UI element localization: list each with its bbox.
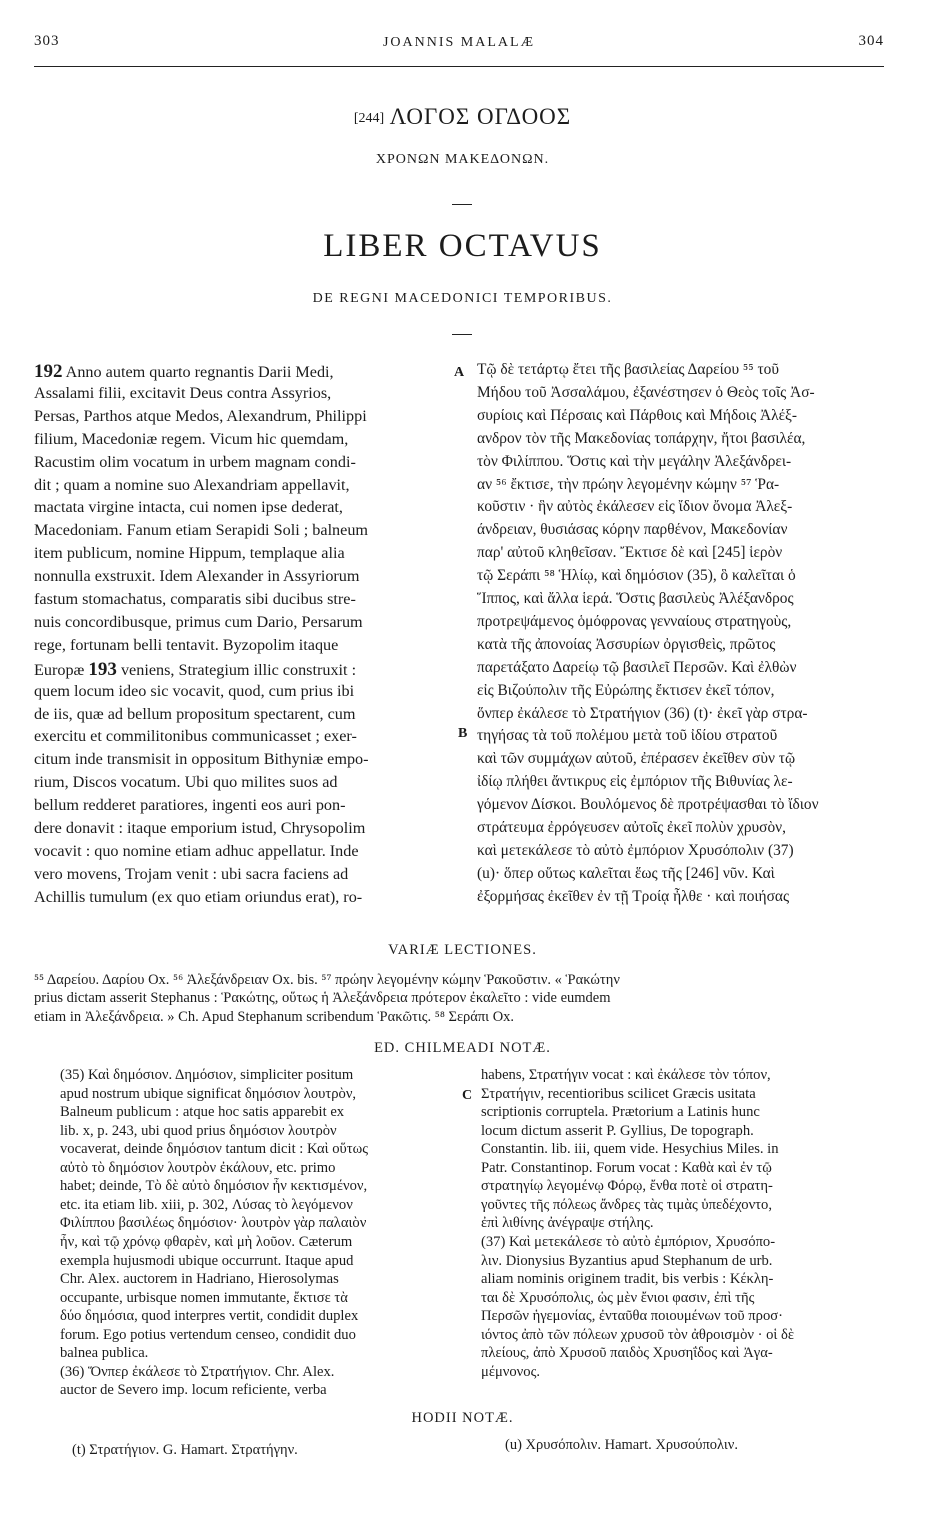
- greek-text-line: ἰδίῳ πλήθει ἄντικρυς εἰς ἐμπόριον τῆς Βιθυνίας λε-: [477, 773, 793, 791]
- chilmead-note-line: λιν. Dionysius Byzantius apud Stephanum de urb.: [481, 1252, 773, 1269]
- chilmead-note-line: habet; deinde, Τὸ δὲ αὐτὸ δημόσιον ἦν κεκτισμένον,: [60, 1178, 368, 1195]
- chilmead-note-line: (35) Καὶ δημόσιον. Δημόσιον, simpliciter positum: [60, 1067, 354, 1083]
- latin-text-line: nonnulla exstruxit. Idem Alexander in Assyriorum: [34, 567, 360, 586]
- chilmead-note-line: (36) Ὅνπερ ἐκάλεσε τὸ Στρατήγιον. Chr. Alex.: [60, 1363, 335, 1380]
- greek-text-line: τηγήσας τὰ τοῦ πολέμου μετὰ τοῦ ἰδίου στρατοῦ: [477, 727, 778, 745]
- latin-text-line: rium, Discos vocatum. Ubi quo milites suos ad: [34, 773, 338, 792]
- latin-text-line: rege, fortunam belli tentavit. Byzopolim itaque: [34, 635, 339, 654]
- chilmead-note-line: μέμνονος.: [481, 1363, 540, 1380]
- section-number: 192: [34, 361, 63, 382]
- latin-book-title: LIBER OCTAVUS: [323, 228, 602, 264]
- chilmead-note-line: locum dictum asserit P. Gyllius, De topograph.: [481, 1122, 754, 1139]
- greek-text-line: συρίοις καὶ Πέρσαις καὶ Πάρθοις καὶ Μήδοις Ἀλέξ-: [477, 406, 798, 424]
- running-head: JOANNIS MALALÆ: [382, 35, 536, 50]
- latin-text-line: dit ; quam a nomine suo Alexandriam appellavit,: [34, 475, 350, 494]
- greek-text-line: ὅνπερ ἐκάλεσε τὸ Στρατήγιον (36) (t)· ἐκεῖ γὰρ στρα-: [477, 704, 808, 722]
- chilmead-note-line: γοῦντες τῆς πόλεως ἄνδρες τὰς τιμὰς ὑπεδέχοντο,: [481, 1196, 772, 1213]
- latin-text-line: Macedoniam. Fanum etiam Serapidi Soli ; balneum: [34, 521, 369, 540]
- chilmead-note-line: δύο δημόσια, quod interpres vertit, condidit duplex: [60, 1308, 359, 1325]
- chilmead-note-line: scriptionis corruptela. Prætorium a Latinis hunc: [481, 1104, 760, 1121]
- latin-text-line: 192 Anno autem quarto regnantis Darii Medi,: [34, 361, 334, 382]
- greek-book-subtitle: ΧΡΟΝΩΝ ΜΑΚΕΔΟΝΩΝ.: [375, 152, 550, 167]
- greek-text-line: άνδρειαν, θυσιάσας κόρην παρθένον, Μακεδονίαν: [477, 521, 788, 539]
- greek-text-line: καὶ τῶν συμμάχων αὐτοῦ, ἐπέρασεν ἐκεῖθεν σὺν τῷ: [477, 750, 796, 768]
- latin-text-line: mactata virgine intacta, cui nomen ipse dederat,: [34, 498, 343, 517]
- chilmead-note-line: vocaverat, deinde δημόσιον tantum dicit : Καὶ οὕτως: [60, 1141, 368, 1158]
- chilmead-note-line: balnea publica.: [60, 1345, 149, 1362]
- greek-text-line: κοῦστιν · ἣν αὐτὸς ἐκάλεσεν εἰς ἴδιον ὄνομα Ἀλεξ-: [477, 498, 793, 516]
- greek-text-line: καὶ μετεκάλεσε τὸ αὐτὸ ἐμπόριον Χρυσόπολιν (37): [477, 841, 794, 859]
- chilmead-note-line: etc. ita etiam lib. xiii, p. 302, Λύσας τὸ λεγόμενον: [60, 1196, 353, 1213]
- greek-text-line: στράτευμα ἐρρόγευσεν αὐτοῖς ἐκεῖ πολὺν χρυσὸν,: [477, 819, 786, 836]
- greek-text-line: εἰς Βιζούπολιν τῆς Εὐρώπης ἔκτισεν ἐκεῖ τόπον,: [477, 681, 775, 699]
- header-rule: [34, 66, 884, 67]
- greek-text-line: γόμενον Δίσκοι. Βουλόμενος δὲ προτρέψασθαι τὸ ἴδιον: [477, 796, 819, 814]
- greek-text-line: παρ' αὐτοῦ κληθεῖσαν. Ἔκτισε δὲ καὶ [245] ἱερὸν: [477, 544, 783, 562]
- title-dash-2: [452, 334, 472, 335]
- title-dash-1: [452, 204, 472, 205]
- latin-text-line: Assalami filii, excitavit Deus contra Assyrios,: [34, 383, 332, 402]
- greek-text-line: Τῷ δὲ τετάρτῳ ἔτει τῆς βασιλείας Δαρείου ⁵⁵ τοῦ: [477, 361, 779, 378]
- latin-text-line: Achillis tumulum (ex quo etiam oriundus erat), ro-: [34, 887, 363, 906]
- page-number-left: 303: [34, 33, 60, 49]
- greek-book-title: [0, 104, 925, 130]
- chilmead-note-line: lib. x, p. 243, ubi quod prius δημόσιον λουτρὸν: [60, 1122, 337, 1139]
- chilmead-note-line: Patr. Constantinop. Forum vocat : Καθὰ καὶ ἐν τῷ: [481, 1159, 772, 1176]
- chilmead-notes-heading: ED. CHILMEADI NOTÆ.: [374, 1040, 551, 1056]
- chilmead-note-line: occupante, urbisque nomen immutante, ἔκτισε τὰ: [60, 1289, 348, 1306]
- chilmead-note-line: habens, Στρατήγιν vocat : καὶ ἐκάλεσε τὸν τόπον,: [481, 1067, 771, 1083]
- hodii-notes-heading: HODII NOTÆ.: [411, 1410, 514, 1426]
- page-number-right: 304: [858, 33, 884, 49]
- latin-book-subtitle: DE REGNI MACEDONICI TEMPORIBUS.: [312, 291, 613, 306]
- latin-text-line: fastum stomachatus, comparatis sibi ducibus stre-: [34, 590, 356, 608]
- greek-title-page-ref: [244]: [353, 111, 385, 126]
- greek-text-line: ἐξορμήσας ἐκεῖθεν ἐν τῇ Τροίᾳ ἦλθε · καὶ ποιήσας: [477, 887, 790, 905]
- chilmead-note-line: Constantin. lib. iii, quem vide. Hesychius Miles. in: [481, 1141, 779, 1158]
- greek-text-line: προτρεψάμενος ὁμόφρονας γενναίους στρατηγοὺς,: [477, 612, 792, 630]
- greek-text-line: τὸν Φιλίππου. Ὅστις καὶ τὴν μεγάλην Ἀλεξάνδρει-: [477, 452, 792, 470]
- greek-text-line: ανδρον τὸν τῆς Μακεδονίας τοπάρχην, ἤτοι βασιλέα,: [477, 429, 806, 447]
- greek-text-line: (u)· ὅπερ οὕτως καλεῖται ἕως τῆς [246] νῦν. Καὶ: [477, 864, 775, 882]
- chilmead-note-line: exempla hujusmodi ubique occurrunt. Itaque apud: [60, 1252, 354, 1269]
- chilmead-note-line: στρατηγίῳ λεγομένῳ Φόρῳ, ἔνθα ποτὲ οἱ στρατη-: [481, 1178, 773, 1195]
- latin-text-line: vero movens, Trojam venit : ubi sacra faciens ad: [34, 864, 349, 883]
- latin-text-line: Racustim olim vocatum in urbem magnam condi-: [34, 452, 356, 471]
- latin-text-line: bellum redderet paratiores, ingenti eos auri pon-: [34, 796, 346, 815]
- latin-text-line: item publicum, nomine Hippum, templaque alia: [34, 544, 345, 563]
- hodii-note-u: (u) Χρυσόπολιν. Hamart. Χρυσούπολιν.: [505, 1437, 738, 1453]
- greek-text-line: παρετάξατο Δαρείῳ τῷ βασιλεῖ Περσῶν. Καὶ ἐλθὼν: [477, 658, 797, 676]
- latin-text-line: de iis, quæ ad bellum propositum spectarent, cum: [34, 704, 356, 723]
- chilmead-note-line: Φιλίππου βασιλέως δημόσιον· λουτρὸν γὰρ παλαιὸν: [60, 1215, 367, 1232]
- chilmead-note-line: ται δὲ Χρυσόπολις, ὡς μὲν ἔνιοι φασιν, ἐπὶ τῆς: [481, 1289, 755, 1306]
- hodii-note-t: (t) Στρατήγιον. G. Hamart. Στρατήγην.: [72, 1442, 298, 1458]
- chilmead-note-line: (37) Καὶ μετεκάλεσε τὸ αὐτὸ ἐμπόριον, Χρυσόπο-: [481, 1233, 776, 1250]
- chilmead-note-line: apud nostrum ubique significat δημόσιον λουτρὸν,: [60, 1085, 357, 1102]
- chilmead-note-line: ἦν, καὶ τῷ χρόνῳ φθαρὲν, καὶ μὴ λοῦον. Cæterum: [60, 1233, 353, 1250]
- greek-text-line: αν ⁵⁶ ἔκτισε, τὴν πρώην λεγομένην κώμην ⁵⁷ Ῥα-: [477, 475, 780, 493]
- greek-text-line: τῷ Σεράπι ⁵⁸ Ἡλίῳ, καὶ δημόσιον (35), ὃ καλεῖται ὁ: [477, 567, 796, 585]
- margin-marker-b: B: [458, 726, 468, 741]
- chilmead-note-line: auctor de Severo imp. locum reficiente, verba: [60, 1382, 327, 1399]
- chilmead-note-line: Balneum publicum : atque hoc satis apparebit ex: [60, 1104, 345, 1121]
- greek-text-line: κατὰ τῆς ἀπονοίας Ἀσσυρίων ὀργισθεὶς, πρῶτος: [477, 635, 776, 653]
- variae-lectiones-heading: VARIÆ LECTIONES.: [388, 942, 537, 958]
- chilmead-note-line: αὐτὸ τὸ δημόσιον λουτρὸν ἐκάλουν, etc. primo: [60, 1159, 336, 1176]
- latin-text-line: quem locum ideo sic vocavit, quod, cum prius ibi: [34, 681, 355, 700]
- page-header: [34, 33, 884, 59]
- chilmead-note-line: aliam nominis originem tradit, bis verbis : Κέκλη-: [481, 1271, 774, 1288]
- latin-text-line: vocavit : quo nomine etiam adhuc appellatur. Inde: [34, 841, 359, 860]
- latin-text-line: nuis concordibusque, primus cum Dario, Persarum: [34, 612, 363, 631]
- latin-text-line: Europæ 193 veniens, Strategium illic construxit :: [34, 658, 357, 680]
- greek-text-line: Ἵππος, καὶ ἄλλα ἱερά. Ὅστις βασιλεὺς Ἀλέξανδρος: [477, 590, 794, 607]
- chilmead-note-line: πλείους, ἀπὸ Χρυσοῦ παιδὸς Χρυσηΐδος καὶ Ἀγα-: [481, 1345, 773, 1362]
- chilmead-note-line: Περσῶν ἡγεμονίας, ἐνταῦθα ποιουμένων τοῦ προσ·: [481, 1308, 783, 1325]
- latin-text-line: citum inde transmisit in oppositum Bithyniæ empo-: [34, 750, 369, 769]
- margin-marker-c: C: [462, 1088, 473, 1103]
- latin-text-line: Persas, Parthos atque Medos, Alexandrum, Philippi: [34, 406, 367, 425]
- latin-text-line: filium, Macedoniæ regem. Vicum hic quemdam,: [34, 429, 349, 448]
- margin-marker-a: A: [454, 365, 465, 380]
- variae-line: etiam in Ἀλεξάνδρεια. » Ch. Apud Stephanum scribendum Ῥακῶτις. ⁵⁸ Σεράπι Ox.: [34, 1009, 515, 1025]
- variae-line: ⁵⁵ Δαρείου. Δαρίου Ox. ⁵⁶ Ἀλεξάνδρειαν Ox. bis. ⁵⁷ πρώην λεγομένην κώμην Ῥακοῦστιν. « Ῥακώτην: [34, 972, 620, 988]
- latin-text-line: exercitu et commilitonibus communicasset ; exer-: [34, 727, 357, 746]
- chilmead-note-line: Στρατήγιν, recentioribus scilicet Græcis usitata: [481, 1085, 756, 1102]
- greek-text-line: Μήδου τοῦ Ἀσσαλάμου, ἐξανέστησεν ὁ Θεὸς τοῖς Ἀσ-: [477, 383, 815, 401]
- chilmead-note-line: ἐπὶ λιθίνης ἀνέγραψε στήλης.: [481, 1215, 654, 1232]
- greek-title-text: ΛΟΓΟΣ ΟΓΔΟΟΣ: [389, 104, 572, 129]
- chilmead-note-line: forum. Ego potius vertendum censeo, condidit duo: [60, 1326, 356, 1343]
- chilmead-note-line: ιόντος ἀπὸ τῶν πόλεων χρυσοῦ τὸν ἀθροισμὸν · οἱ δὲ: [481, 1326, 795, 1343]
- chilmead-note-line: Chr. Alex. auctorem in Hadriano, Hierosolymas: [60, 1271, 339, 1288]
- section-number: 193: [88, 658, 117, 680]
- latin-text-line: dere donavit : itaque emporium istud, Chrysopolim: [34, 819, 366, 837]
- variae-line: prius dictam asserit Stephanus : Ῥακώτης, οὕτως ἡ Ἀλεξάνδρεια πρότερον ἐκαλεῖτο : vide eumdem: [34, 990, 611, 1006]
